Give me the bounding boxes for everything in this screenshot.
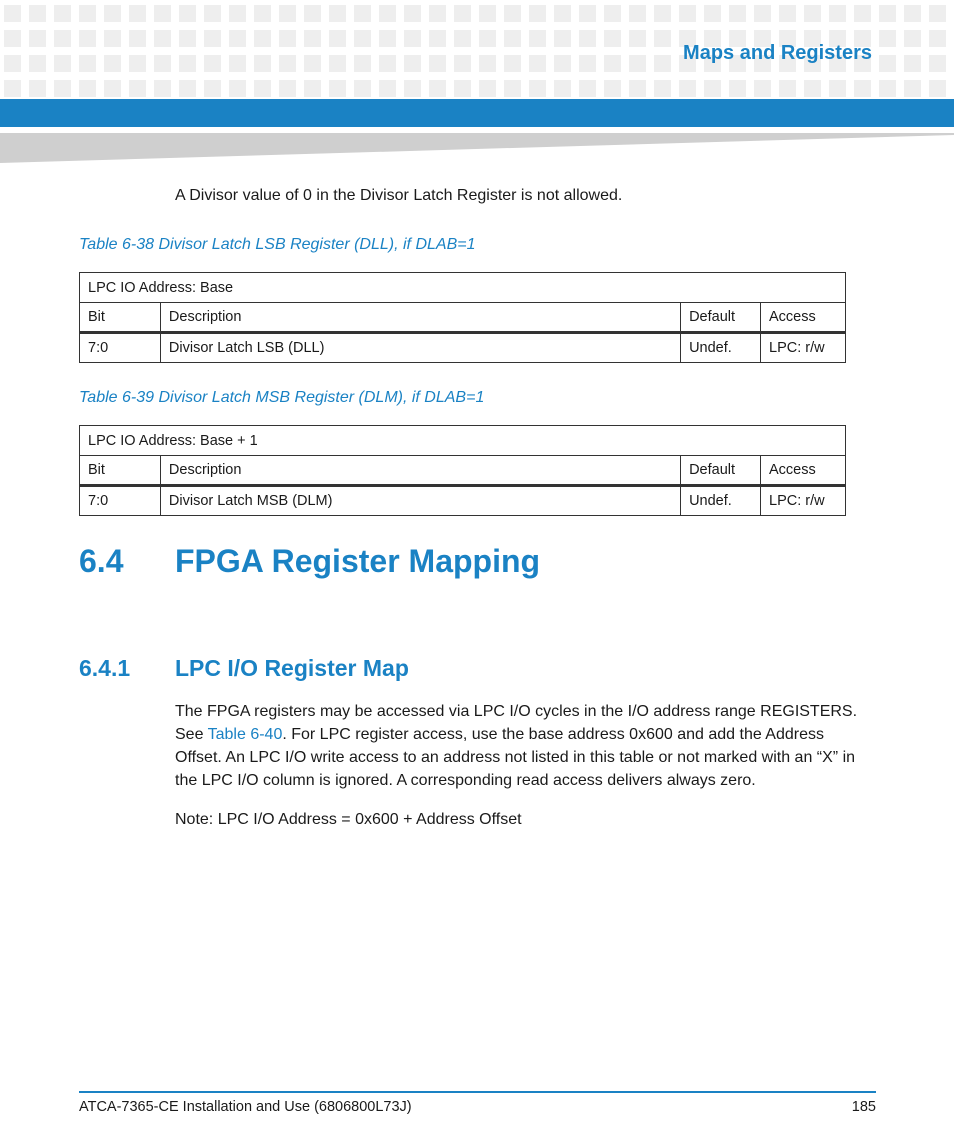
header-square <box>379 80 396 97</box>
header-square <box>929 30 946 47</box>
header-square <box>179 30 196 47</box>
header-square <box>479 30 496 47</box>
header-square <box>29 5 46 22</box>
header-square <box>629 30 646 47</box>
header-square <box>429 80 446 97</box>
header-square <box>829 5 846 22</box>
header-square <box>79 80 96 97</box>
header-square <box>254 80 271 97</box>
header-square <box>479 55 496 72</box>
header-square <box>54 5 71 22</box>
header-square <box>629 80 646 97</box>
cell-bit: 7:0 <box>80 333 161 363</box>
header-square <box>529 55 546 72</box>
header-square <box>754 80 771 97</box>
body-paragraph <box>175 700 875 792</box>
header-square <box>729 80 746 97</box>
header-square <box>679 80 696 97</box>
header-square <box>779 5 796 22</box>
header-square <box>329 55 346 72</box>
paragraph-text-end: . For LPC register access, use the base address 0x600 and add the Address Offset. An LPC I/O write access to an address not listed in this table or not marked with an “X” in the LPC I/O column is ignored. A corresponding read access delivers always zero. <box>175 726 856 789</box>
address-note: Note: LPC I/O Address = 0x600 + Address Offset <box>175 811 522 828</box>
header-square <box>879 30 896 47</box>
header-square <box>904 55 921 72</box>
header-square <box>29 30 46 47</box>
register-table-dlm <box>79 425 846 516</box>
table-caption-dll: Table 6-38 Divisor Latch LSB Register (DLL), if DLAB=1 <box>79 236 476 253</box>
header-square <box>204 80 221 97</box>
section-heading <box>79 543 540 580</box>
header-square <box>79 5 96 22</box>
header-square <box>304 55 321 72</box>
header-square <box>279 80 296 97</box>
header-square <box>454 55 471 72</box>
column-header-bit: Bit <box>80 456 161 486</box>
header-square <box>429 55 446 72</box>
header-square <box>529 30 546 47</box>
header-square <box>179 5 196 22</box>
header-square <box>579 80 596 97</box>
header-square <box>229 5 246 22</box>
header-square <box>354 5 371 22</box>
header-square <box>104 55 121 72</box>
header-square <box>4 80 21 97</box>
column-header-default: Default <box>681 456 761 486</box>
header-square <box>154 55 171 72</box>
header-square <box>229 30 246 47</box>
header-square <box>654 30 671 47</box>
header-square <box>554 55 571 72</box>
column-header-bit: Bit <box>80 303 161 333</box>
cell-default: Undef. <box>681 333 761 363</box>
header-square <box>329 80 346 97</box>
header-square <box>604 5 621 22</box>
header-square <box>529 80 546 97</box>
header-square <box>154 30 171 47</box>
header-square <box>904 80 921 97</box>
header-square <box>354 80 371 97</box>
column-header-description: Description <box>160 456 680 486</box>
header-square <box>504 80 521 97</box>
table-row <box>80 486 846 516</box>
header-square <box>129 80 146 97</box>
header-square <box>554 30 571 47</box>
header-square <box>454 5 471 22</box>
header-square <box>54 30 71 47</box>
table-caption-dlm: Table 6-39 Divisor Latch MSB Register (DLM), if DLAB=1 <box>79 389 485 406</box>
cell-access: LPC: r/w <box>761 333 846 363</box>
header-square <box>929 5 946 22</box>
header-square <box>129 55 146 72</box>
header-square <box>54 55 71 72</box>
header-square <box>654 5 671 22</box>
header-square <box>504 5 521 22</box>
header-square <box>404 55 421 72</box>
table-address-cell: LPC IO Address: Base <box>80 273 846 303</box>
header-square <box>504 55 521 72</box>
header-square <box>279 55 296 72</box>
header-square <box>104 5 121 22</box>
header-square <box>404 80 421 97</box>
header-square <box>504 30 521 47</box>
header-blue-band <box>0 99 954 127</box>
header-square <box>479 5 496 22</box>
header-square <box>179 55 196 72</box>
header-grey-wedge <box>0 127 954 165</box>
cell-access: LPC: r/w <box>761 486 846 516</box>
header-square <box>104 80 121 97</box>
header-square <box>554 5 571 22</box>
header-square <box>404 5 421 22</box>
header-square <box>329 30 346 47</box>
header-square <box>879 55 896 72</box>
header-square <box>129 5 146 22</box>
header-square <box>304 80 321 97</box>
header-square <box>829 80 846 97</box>
header-square <box>179 80 196 97</box>
column-header-access: Access <box>761 456 846 486</box>
header-square <box>579 55 596 72</box>
header-square <box>629 5 646 22</box>
header-square <box>304 30 321 47</box>
header-square <box>404 30 421 47</box>
header-square <box>204 5 221 22</box>
header-square <box>754 5 771 22</box>
header-square <box>279 5 296 22</box>
cell-description: Divisor Latch MSB (DLM) <box>160 486 680 516</box>
header-square <box>929 80 946 97</box>
header-square <box>579 5 596 22</box>
paragraph-text-start: The FPGA registers may be accessed via LPC I/O cycles in the I/O address range REGISTERS. See <box>175 703 858 743</box>
header-square <box>629 55 646 72</box>
header-square <box>879 80 896 97</box>
header-square <box>604 30 621 47</box>
header-square <box>79 55 96 72</box>
header-square <box>579 30 596 47</box>
header-square <box>379 5 396 22</box>
header-square <box>229 55 246 72</box>
footer-rule <box>79 1091 876 1093</box>
table-address-cell: LPC IO Address: Base + 1 <box>80 426 846 456</box>
header-square <box>929 55 946 72</box>
header-square <box>654 55 671 72</box>
table-row <box>80 333 846 363</box>
header-square <box>854 80 871 97</box>
subsection-title: LPC I/O Register Map <box>175 655 409 681</box>
header-square <box>254 5 271 22</box>
header-square <box>604 80 621 97</box>
subsection-heading <box>79 655 409 682</box>
header-square <box>379 30 396 47</box>
register-table-dll <box>79 272 846 363</box>
header-square <box>529 5 546 22</box>
header-square <box>154 5 171 22</box>
header-square <box>329 5 346 22</box>
header-square <box>554 80 571 97</box>
header-square <box>804 80 821 97</box>
table-6-40-link[interactable]: Table 6-40 <box>207 726 283 743</box>
section-number: 6.4 <box>79 543 124 579</box>
header-square <box>254 30 271 47</box>
footer-document-title: ATCA-7365-CE Installation and Use (6806800L73J) <box>79 1099 412 1115</box>
header-square <box>204 55 221 72</box>
header-square <box>79 30 96 47</box>
header-square <box>29 55 46 72</box>
header-square <box>454 80 471 97</box>
header-square <box>904 30 921 47</box>
cell-bit: 7:0 <box>80 486 161 516</box>
header-square <box>279 30 296 47</box>
header-square <box>904 5 921 22</box>
cell-description: Divisor Latch LSB (DLL) <box>160 333 680 363</box>
intro-text: A Divisor value of 0 in the Divisor Latch Register is not allowed. <box>175 187 623 204</box>
header-square <box>154 80 171 97</box>
subsection-number: 6.4.1 <box>79 655 131 681</box>
header-square <box>4 30 21 47</box>
header-square <box>54 80 71 97</box>
header-square <box>254 55 271 72</box>
header-square <box>854 5 871 22</box>
header-square <box>604 55 621 72</box>
header-square <box>704 80 721 97</box>
header-square <box>879 5 896 22</box>
column-header-description: Description <box>160 303 680 333</box>
footer-page-number: 185 <box>851 1099 876 1115</box>
header-square <box>779 80 796 97</box>
column-header-default: Default <box>681 303 761 333</box>
cell-default: Undef. <box>681 486 761 516</box>
header-square <box>229 80 246 97</box>
header-square <box>704 5 721 22</box>
header-square <box>429 5 446 22</box>
header-square <box>4 55 21 72</box>
header-square <box>429 30 446 47</box>
header-square <box>354 30 371 47</box>
header-square <box>129 30 146 47</box>
header-square <box>304 5 321 22</box>
header-square <box>104 30 121 47</box>
header-square <box>454 30 471 47</box>
header-square <box>804 5 821 22</box>
column-header-access: Access <box>761 303 846 333</box>
header-square <box>729 5 746 22</box>
header-square <box>679 5 696 22</box>
header-square <box>29 80 46 97</box>
header-square <box>379 55 396 72</box>
header-square <box>354 55 371 72</box>
header-section-title: Maps and Registers <box>683 42 872 64</box>
header-square <box>4 5 21 22</box>
header-square <box>204 30 221 47</box>
section-title: FPGA Register Mapping <box>175 543 541 579</box>
header-square <box>479 80 496 97</box>
header-square <box>654 80 671 97</box>
